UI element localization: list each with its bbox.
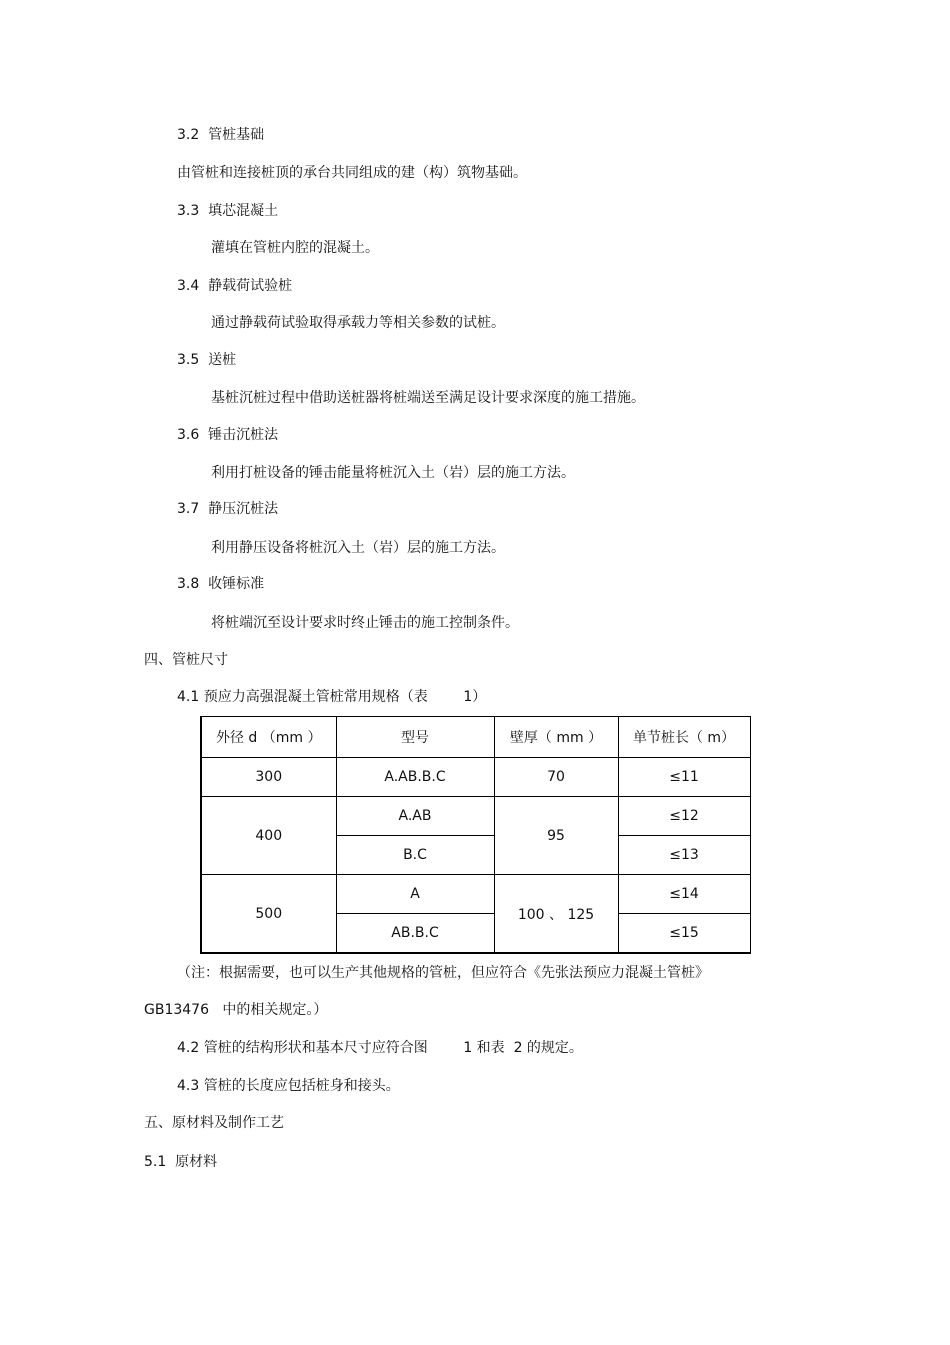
section-3-7-title: 3.7 静压沉桩法 <box>177 501 279 517</box>
paragraph-4-2: 4.2 管桩的结构形状和基本尺寸应符合图 1 和表 2 的规定。 <box>177 1040 583 1056</box>
section-3-2-title: 3.2 管桩基础 <box>177 127 265 143</box>
section-3-6-desc: 利用打桩设备的锤击能量将桩沉入土（岩）层的施工方法。 <box>211 465 575 481</box>
cell-model: B.C <box>336 836 494 875</box>
cell-diameter: 300 <box>201 758 336 797</box>
cell-length: ≤14 <box>618 875 750 914</box>
paragraph-4-3: 4.3 管桩的长度应包括桩身和接头。 <box>177 1078 400 1094</box>
section-3-7-desc: 利用静压设备将桩沉入土（岩）层的施工方法。 <box>211 540 505 556</box>
cell-model: AB.B.C <box>336 914 494 954</box>
cell-length: ≤13 <box>618 836 750 875</box>
section-3-4-title: 3.4 静载荷试验桩 <box>177 278 293 294</box>
section-3-8-desc: 将桩端沉至设计要求时终止锤击的施工控制条件。 <box>211 615 519 631</box>
header-model: 型号 <box>336 717 494 758</box>
table-caption: 4.1 预应力高强混凝土管桩常用规格（表 1） <box>177 689 487 705</box>
section-3-3-title: 3.3 填芯混凝土 <box>177 203 279 219</box>
section-3-3-desc: 灌填在管桩内腔的混凝土。 <box>211 240 379 256</box>
cell-length: ≤12 <box>618 797 750 836</box>
cell-model: A <box>336 875 494 914</box>
table-row <box>201 797 750 836</box>
pile-spec-table <box>200 716 751 954</box>
section-3-5-desc: 基桩沉桩过程中借助送桩器将桩端送至满足设计要求深度的施工措施。 <box>211 390 645 406</box>
chapter-5-title: 五、原材料及制作工艺 <box>144 1115 284 1131</box>
cell-wall-thickness: 100 、 125 <box>494 875 618 954</box>
section-3-5-title: 3.5 送桩 <box>177 352 237 368</box>
section-5-1-title: 5.1 原材料 <box>144 1154 218 1170</box>
cell-diameter: 500 <box>201 875 336 954</box>
header-wall-thickness: 壁厚（ mm ） <box>494 717 618 758</box>
table-row <box>201 875 750 914</box>
cell-length: ≤11 <box>618 758 750 797</box>
section-3-8-title: 3.8 收锤标准 <box>177 576 265 592</box>
cell-length: ≤15 <box>618 914 750 954</box>
section-3-2-desc: 由管桩和连接桩顶的承台共同组成的建（构）筑物基础。 <box>177 165 527 181</box>
header-diameter: 外径 d （mm ） <box>201 717 336 758</box>
table-note-line-1: （注：根据需要，也可以生产其他规格的管桩，但应符合《先张法预应力混凝土管桩》 <box>177 965 709 981</box>
table-note-line-2: GB13476 中的相关规定。） <box>144 1002 328 1018</box>
cell-model: A.AB.B.C <box>336 758 494 797</box>
cell-diameter: 400 <box>201 797 336 875</box>
section-3-4-desc: 通过静载荷试验取得承载力等相关参数的试桩。 <box>211 315 505 331</box>
section-3-6-title: 3.6 锤击沉桩法 <box>177 427 279 443</box>
cell-wall-thickness: 70 <box>494 758 618 797</box>
cell-model: A.AB <box>336 797 494 836</box>
cell-wall-thickness: 95 <box>494 797 618 875</box>
chapter-4-title: 四、管桩尺寸 <box>144 652 228 668</box>
table-row <box>201 758 750 797</box>
table-header-row <box>201 717 750 758</box>
header-length: 单节桩长（ m） <box>618 717 750 758</box>
